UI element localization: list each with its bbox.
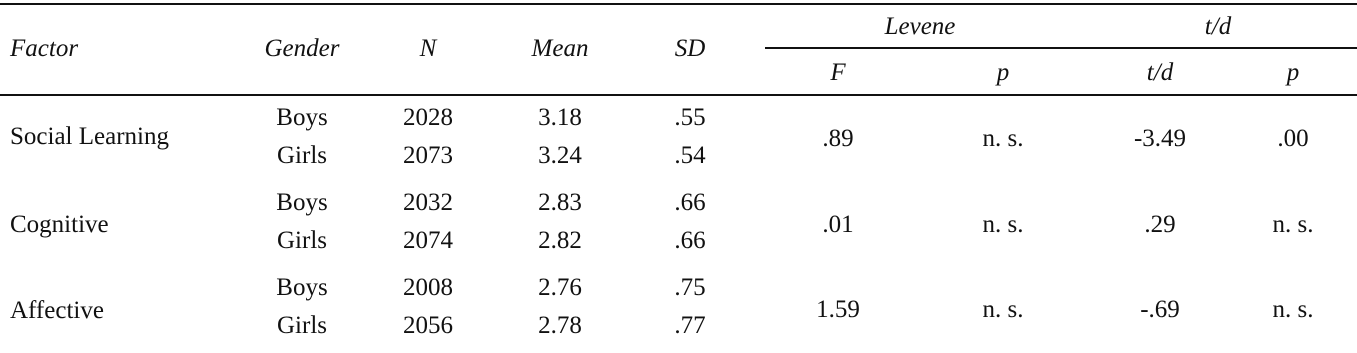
td-cell: -3.49 <box>1133 125 1187 152</box>
sd-cell: .66 <box>674 227 706 254</box>
header-levene-f: F <box>830 59 846 86</box>
td-p-cell: .00 <box>1277 125 1309 152</box>
n-cell: 2032 <box>403 189 453 216</box>
n-cell: 2008 <box>403 274 453 301</box>
mean-cell: 2.76 <box>538 274 582 301</box>
levene-f-cell: .89 <box>822 125 854 152</box>
mean-cell: 2.83 <box>538 189 582 216</box>
levene-p-cell: n. s. <box>982 296 1024 323</box>
header-sd: SD <box>674 35 706 62</box>
sd-cell: .55 <box>674 104 706 131</box>
td-cell: -.69 <box>1140 296 1180 323</box>
n-cell: 2074 <box>403 227 453 254</box>
mean-cell: 2.82 <box>538 227 582 254</box>
header-factor: Factor <box>10 35 79 62</box>
factor-label: Cognitive <box>10 211 109 238</box>
header-td-group: t/d <box>1204 13 1232 40</box>
levene-group-rule <box>765 47 1357 49</box>
sd-cell: .77 <box>674 312 706 339</box>
top-rule <box>0 3 1357 5</box>
header-bottom-rule <box>0 94 1357 96</box>
header-levene: Levene <box>884 13 956 40</box>
mean-cell: 2.78 <box>538 312 582 339</box>
gender-cell: Girls <box>277 142 327 169</box>
n-cell: 2073 <box>403 142 453 169</box>
header-gender: Gender <box>264 35 340 62</box>
mean-cell: 3.18 <box>538 104 582 131</box>
mean-cell: 3.24 <box>538 142 582 169</box>
gender-cell: Girls <box>277 227 327 254</box>
n-cell: 2056 <box>403 312 453 339</box>
header-mean: Mean <box>531 35 589 62</box>
sd-cell: .54 <box>674 142 706 169</box>
n-cell: 2028 <box>403 104 453 131</box>
levene-p-cell: n. s. <box>982 211 1024 238</box>
gender-cell: Boys <box>276 274 328 301</box>
header-td: t/d <box>1146 59 1174 86</box>
td-cell: .29 <box>1144 211 1176 238</box>
factor-label: Affective <box>10 297 104 324</box>
td-p-cell: n. s. <box>1272 211 1314 238</box>
sd-cell: .66 <box>674 189 706 216</box>
levene-f-cell: .01 <box>822 211 854 238</box>
gender-cell: Boys <box>276 104 328 131</box>
levene-f-cell: 1.59 <box>816 296 860 323</box>
gender-cell: Boys <box>276 189 328 216</box>
factor-label: Social Learning <box>10 123 169 150</box>
gender-cell: Girls <box>277 312 327 339</box>
levene-p-cell: n. s. <box>982 125 1024 152</box>
sd-cell: .75 <box>674 274 706 301</box>
header-td-p: p <box>1286 59 1300 86</box>
header-levene-p: p <box>996 59 1010 86</box>
td-p-cell: n. s. <box>1272 296 1314 323</box>
header-n: N <box>419 35 437 62</box>
